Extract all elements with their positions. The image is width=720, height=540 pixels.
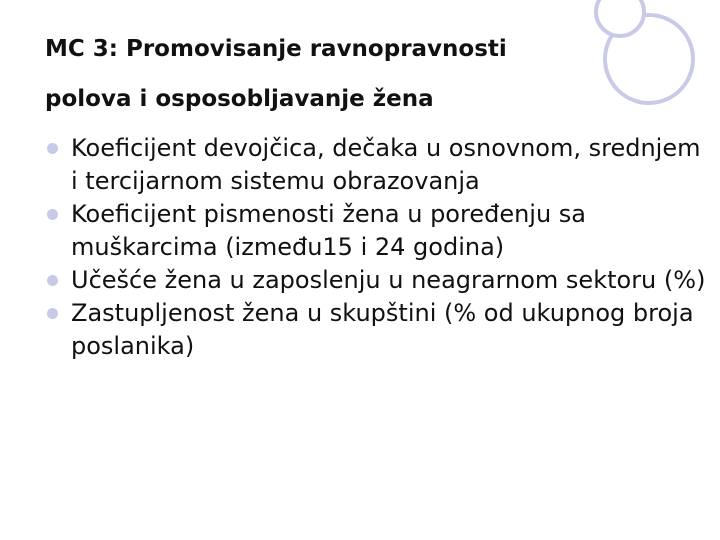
bullet-item-enrollment-ratio [47, 132, 707, 198]
bullet-item-parliament-representation [47, 297, 707, 363]
bullet-item-employment-share [47, 264, 707, 297]
bullet-text: Koeficijent devojčica, dečaka u osnovnom, srednjem i tercijarnom sistemu obrazovanja [71, 134, 701, 195]
bullet-dot-icon [47, 143, 58, 154]
bullet-list [47, 132, 707, 363]
bullet-text: Koeficijent pismenosti žena u poređenju sa muškarcima (između15 i 24 godina) [71, 200, 587, 261]
bullet-text: Učešće žena u zaposlenju u neagrarnom sektoru (%) [71, 266, 706, 294]
slide-title-line-1: MC 3: Promovisanje ravnopravnosti [45, 36, 507, 62]
bullet-dot-icon [47, 275, 58, 286]
slide-title [45, 24, 645, 124]
slide-title-line-2: polova i osposobljavanje žena [45, 86, 434, 112]
bullet-item-literacy-ratio [47, 198, 707, 264]
bullet-dot-icon [47, 308, 58, 319]
bullet-text: Zastupljenost žena u skupštini (% od ukupnog broja poslanika) [71, 299, 694, 360]
bullet-dot-icon [47, 209, 58, 220]
